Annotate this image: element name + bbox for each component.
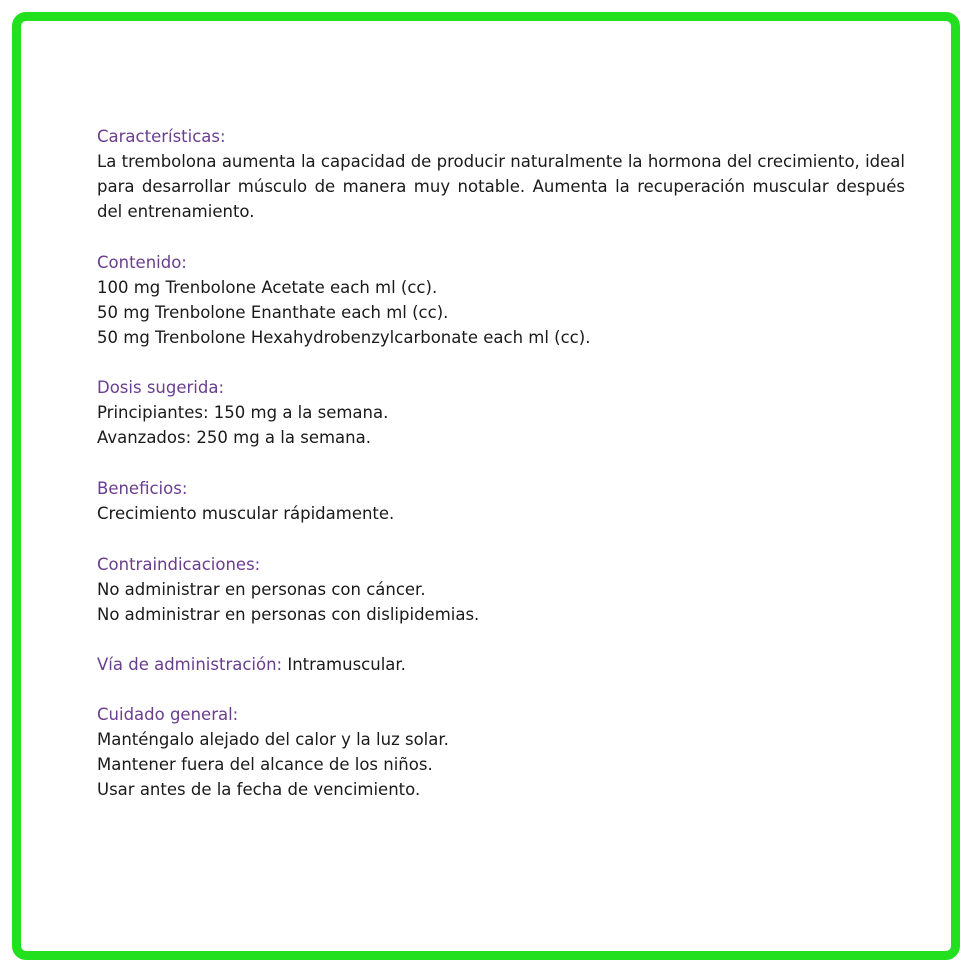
beneficios-heading: Beneficios: bbox=[97, 479, 188, 498]
section-cuidado-general bbox=[97, 702, 905, 802]
section-via-administracion bbox=[97, 652, 905, 677]
dosis-line: Principiantes: 150 mg a la semana. bbox=[97, 403, 389, 422]
via-administracion-heading: Vía de administración: bbox=[97, 655, 283, 674]
section-caracteristicas bbox=[97, 124, 905, 224]
beneficios-line: Crecimiento muscular rápidamente. bbox=[97, 504, 395, 523]
caracteristicas-text: La trembolona aumenta la capacidad de producir naturalmente la hormona del crecimiento, ideal para desarrollar músculo de manera muy notable. Aumenta la recuperación muscular después del entrenamiento. bbox=[97, 152, 905, 221]
cuidado-heading: Cuidado general: bbox=[97, 705, 239, 724]
contenido-line: 100 mg Trenbolone Acetate each ml (cc). bbox=[97, 278, 438, 297]
contraindicaciones-line: No administrar en personas con cáncer. bbox=[97, 580, 426, 599]
section-contenido bbox=[97, 250, 905, 350]
via-administracion-value: Intramuscular. bbox=[282, 655, 406, 674]
section-beneficios bbox=[97, 476, 905, 526]
contenido-line: 50 mg Trenbolone Hexahydrobenzylcarbonate each ml (cc). bbox=[97, 328, 591, 347]
dosis-line: Avanzados: 250 mg a la semana. bbox=[97, 428, 371, 447]
contraindicaciones-line: No administrar en personas con dislipidemias. bbox=[97, 605, 480, 624]
caracteristicas-heading: Características: bbox=[97, 127, 226, 146]
section-dosis bbox=[97, 375, 905, 450]
cuidado-line: Usar antes de la fecha de vencimiento. bbox=[97, 780, 421, 799]
contenido-line: 50 mg Trenbolone Enanthate each ml (cc). bbox=[97, 303, 449, 322]
contraindicaciones-heading: Contraindicaciones: bbox=[97, 555, 261, 574]
cuidado-line: Mantener fuera del alcance de los niños. bbox=[97, 755, 433, 774]
section-contraindicaciones bbox=[97, 552, 905, 627]
dosis-heading: Dosis sugerida: bbox=[97, 378, 225, 397]
cuidado-line: Manténgalo alejado del calor y la luz solar. bbox=[97, 730, 449, 749]
via-administracion-line bbox=[97, 652, 905, 677]
contenido-heading: Contenido: bbox=[97, 253, 187, 272]
